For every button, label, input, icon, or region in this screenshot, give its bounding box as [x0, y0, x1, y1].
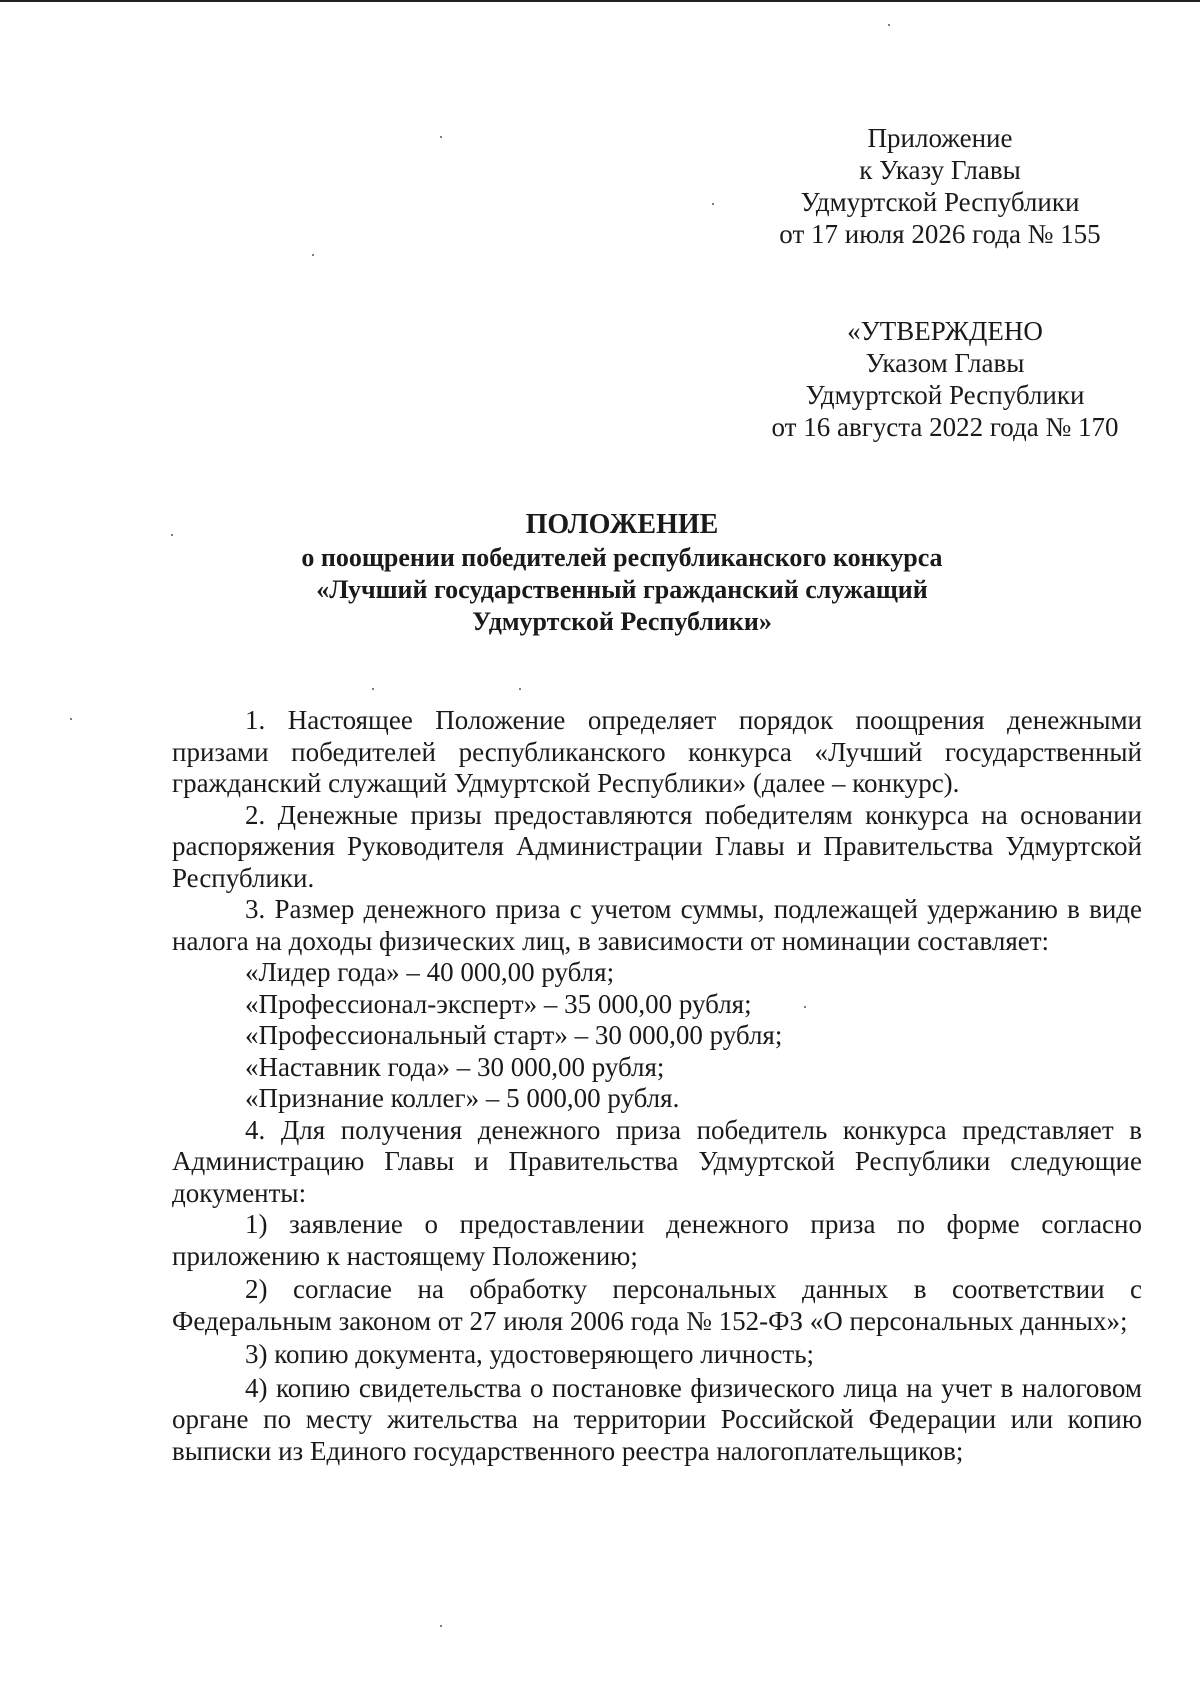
- title-sub-line: Удмуртской Республики»: [472, 607, 772, 636]
- title-sub-line: «Лучший государственный гражданский служащий: [316, 575, 928, 604]
- approved-line: «УТВЕРЖДЕНО: [847, 316, 1043, 346]
- nomination-item: «Признание коллег» – 5 000,00 рубля.: [245, 1083, 680, 1113]
- nomination-item: «Наставник года» – 30 000,00 рубля;: [245, 1051, 665, 1082]
- scan-speck: [372, 688, 374, 690]
- annex-line: к Указу Главы: [859, 155, 1021, 185]
- scan-speck: [519, 688, 521, 690]
- scan-speck: [440, 136, 442, 138]
- document-body: [172, 705, 1142, 1469]
- document-item: 2) согласие на обработку персональных данных в соответствии с Федеральным законом от 27 июля 2006 года № 152-ФЗ «О персональных данных»;: [172, 1274, 1142, 1336]
- scan-speck: [804, 1006, 806, 1008]
- scan-speck: [70, 718, 72, 720]
- title-sub-line: о поощрении победителей республиканского конкурса: [301, 543, 943, 572]
- annex-header: [740, 122, 1140, 250]
- paragraph-1: 1. Настоящее Положение определяет порядок поощрения денежными призами победителей республиканского конкурса «Лучший государственный гражданский служащий Удмуртской Республики» (далее – конкурс).: [172, 705, 1142, 798]
- nomination-item: «Профессиональный старт» – 30 000,00 рубля;: [245, 1020, 783, 1050]
- approved-line: Указом Главы: [865, 348, 1025, 378]
- nomination-item: «Профессионал-эксперт» – 35 000,00 рубля;: [245, 988, 752, 1019]
- scan-speck: [712, 203, 714, 205]
- approved-stamp: [740, 315, 1150, 443]
- scan-speck: [440, 1625, 442, 1627]
- annex-line: Приложение: [867, 123, 1013, 153]
- top-border: [0, 0, 1200, 2]
- document-item: 3) копию документа, удостоверяющего личность;: [245, 1339, 815, 1369]
- paragraph-3: 3. Размер денежного приза с учетом суммы, подлежащей удержанию в виде налога на доходы физических лиц, в зависимости от номинации составляет:: [172, 894, 1142, 956]
- paragraph-2: 2. Денежные призы предоставляются победителям конкурса на основании распоряжения Руководителя Администрации Главы и Правительства Удмуртской Республики.: [172, 799, 1142, 893]
- paragraph-4: 4. Для получения денежного приза победитель конкурса представляет в Администрацию Главы и Правительства Удмуртской Республики следующие документы:: [172, 1114, 1142, 1208]
- approved-line: от 16 августа 2022 года № 170: [771, 412, 1119, 442]
- document-item: 4) копию свидетельства о постановке физического лица на учет в налоговом органе по месту жительства на территории Российской Федерации или копию выписки из Единого государственного реестра налогоплательщиков;: [172, 1372, 1142, 1466]
- document-title: [172, 508, 1072, 638]
- approved-line: Удмуртской Республики: [805, 380, 1085, 410]
- nomination-item: «Лидер года» – 40 000,00 рубля;: [245, 957, 615, 987]
- document-item: 1) заявление о предоставлении денежного приза по форме согласно приложению к настоящему Положению;: [172, 1209, 1142, 1271]
- scan-speck: [171, 534, 173, 536]
- annex-line: от 17 июля 2026 года № 155: [779, 219, 1101, 249]
- scan-speck: [888, 24, 890, 26]
- annex-line: Удмуртской Республики: [800, 187, 1080, 217]
- scan-speck: [312, 254, 314, 256]
- title-main: ПОЛОЖЕНИЕ: [525, 509, 719, 540]
